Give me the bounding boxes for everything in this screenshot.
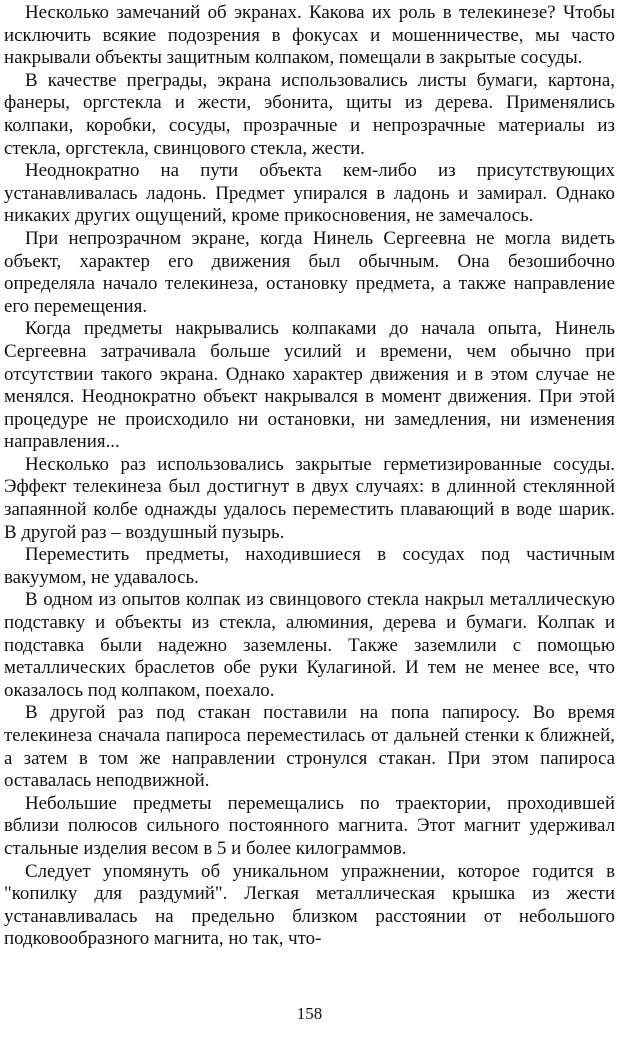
paragraph-11: Следует упомянуть об уникальном упражнении, которое годится в "копилку для раздумий". Легкая металлическая крышка из жести устанавливалась на предельно близком расстоянии от небольшого подковообразного магнита, но так, что- <box>4 860 615 950</box>
paragraph-8: В одном из опытов колпак из свинцового стекла накрыл металлическую подставку и объекты из стекла, алюминия, дерева и бумаги. Колпак и подставка были надежно заземлены. Также заземлили с помощью металлических браслетов обе руки Кулагиной. И тем не менее все, что оказалось под колпаком, поехало. <box>4 589 615 701</box>
page-number: 158 <box>296 1004 323 1023</box>
paragraph-2: В качестве преграды, экрана использовались листы бумаги, картона, фанеры, оргстекла и жести, эбонита, щиты из дерева. Применялись колпаки, коробки, сосуды, прозрачные и непрозрачные материалы из стекла, оргстекла, свинцового стекла, жести. <box>4 69 615 159</box>
book-page <box>4 2 615 1042</box>
paragraph-5: Когда предметы накрывались колпаками до начала опыта, Нинель Сергеевна затрачивала больше усилий и времени, чем обычно при отсутствии такого экрана. Однако характер движения и в этом случае не менялся. Неоднократно объект накрывался в момент движения. При этой процедуре не происходило ни остановки, ни замедления, ни изменения направления... <box>4 318 615 453</box>
paragraph-3: Неоднократно на пути объекта кем-либо из присутствующих устанавливалась ладонь. Предмет упирался в ладонь и замирал. Однако никаких других ощущений, кроме прикосновения, не замечалось. <box>4 160 615 227</box>
paragraph-9: В другой раз под стакан поставили на попа папиросу. Во время телекинеза сначала папироса переместилась от дальней стенки к ближней, а затем в том же направлении стронулся стакан. При этом папироса оставалась неподвижной. <box>4 702 615 792</box>
paragraph-7: Переместить предметы, находившиеся в сосудах под частичным вакуумом, не удавалось. <box>4 544 615 588</box>
paragraph-1: Несколько замечаний об экранах. Какова их роль в телекинезе? Чтобы исключить всякие подозрения в фокусах и мошенничестве, мы часто накрывали объекты защитным колпаком, помещали в закрытые сосуды. <box>4 2 615 69</box>
paragraph-6: Несколько раз использовались закрытые герметизированные сосуды. Эффект телекинеза был достигнут в двух случаях: в длинной стеклянной запаянной колбе однажды удалось переместить плавающий в воде шарик. В другой раз – воздушный пузырь. <box>4 453 615 543</box>
paragraph-4: При непрозрачном экране, когда Нинель Сергеевна не могла видеть объект, характер его движения был обычным. Она безошибочно определяла начало телекинеза, остановку предмета, а также направление его перемещения. <box>4 227 615 317</box>
body-text <box>4 2 615 951</box>
paragraph-10: Небольшие предметы перемещались по траектории, проходившей вблизи полюсов сильного постоянного магнита. Этот магнит удерживал стальные изделия весом в 5 и более килограммов. <box>4 792 615 859</box>
